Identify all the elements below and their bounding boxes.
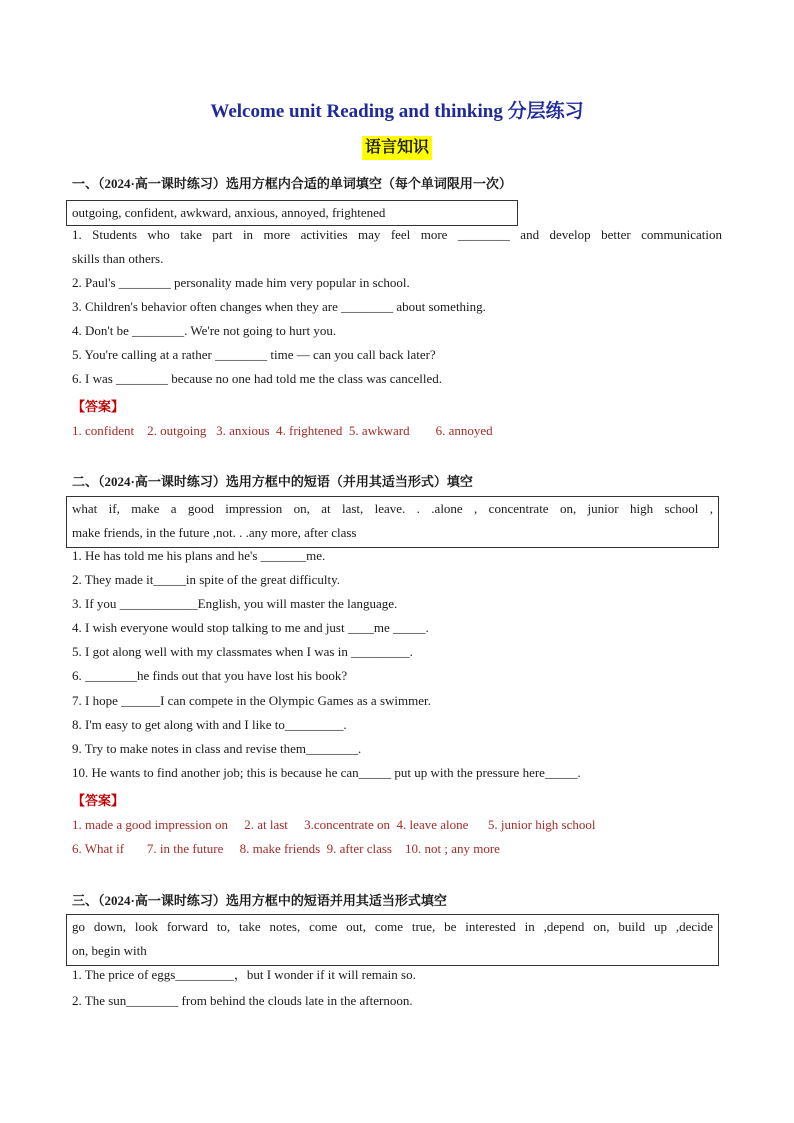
section-1-heading: 一、（2024·高一课时练习）选用方框内合适的单词填空（每个单词限用一次）	[72, 176, 512, 191]
s2-question-6: 6. ________he finds out that you have lost his book?	[72, 668, 348, 683]
s1-question-3: 3. Children's behavior often changes when they are ________ about something.	[72, 299, 486, 314]
s2-question-8: 8. I'm easy to get along with and I like to_________.	[72, 717, 347, 732]
s2-question-2: 2. They made it_____in spite of the great difficulty.	[72, 572, 341, 587]
s3-question-2: 2. The sun________ from behind the clouds late in the afternoon.	[72, 993, 413, 1008]
s3-question-1: 1. The price of eggs_________，but I wonder if it will remain so.	[72, 967, 416, 982]
s2-question-10: 10. He wants to find another job; this is because he can_____ put up with the pressure here_____.	[72, 765, 581, 780]
s2-question-4: 4. I wish everyone would stop talking to me and just ____me _____.	[72, 620, 429, 635]
section-1-word-box: outgoing, confident, awkward, anxious, annoyed, frightened	[66, 200, 518, 226]
s3-box-line-1: go down, look forward to, take notes, come out, come true, be interested in ,depend on, build up ,decide	[72, 919, 713, 934]
page-title: Welcome unit Reading and thinking 分层练习	[210, 101, 584, 122]
s2-answers-line-2: 6. What if 7. in the future 8. make friends 9. after class 10. not ; any more	[72, 841, 500, 856]
s2-box-line-1: what if, make a good impression on, at last, leave. . .alone , concentrate on, junior high school ,	[72, 501, 713, 516]
s2-question-7: 7. I hope ______I can compete in the Olympic Games as a swimmer.	[72, 693, 431, 708]
section-2-heading: 二、（2024·高一课时练习）选用方框中的短语（并用其适当形式）填空	[72, 474, 473, 489]
s1-question-1-cont: skills than others.	[72, 251, 164, 266]
s2-question-1: 1. He has told me his plans and he's _______me.	[72, 548, 326, 563]
s1-question-4: 4. Don't be ________. We're not going to hurt you.	[72, 323, 337, 338]
s1-question-6: 6. I was ________ because no one had told me the class was cancelled.	[72, 371, 443, 386]
s2-question-5: 5. I got along well with my classmates when I was in _________.	[72, 644, 413, 659]
s2-answer-tag: 【答案】	[72, 793, 125, 808]
s1-answer-tag: 【答案】	[72, 399, 125, 414]
section-3-phrase-box	[66, 914, 719, 966]
section-2-phrase-box	[66, 496, 719, 548]
s1-question-5: 5. You're calling at a rather ________ time — can you call back later?	[72, 347, 436, 362]
s1-question-1: 1. Students who take part in more activities may feel more ________ and develop better communication	[72, 227, 722, 242]
s1-question-2: 2. Paul's ________ personality made him very popular in school.	[72, 275, 410, 290]
s2-question-3: 3. If you ____________English, you will master the language.	[72, 596, 398, 611]
section-subtitle: 语言知识	[362, 136, 432, 160]
s1-answers: 1. confident 2. outgoing 3. anxious 4. frightened 5. awkward 6. annoyed	[72, 423, 493, 438]
section-3-heading: 三、（2024·高一课时练习）选用方框中的短语并用其适当形式填空	[72, 893, 447, 908]
s3-box-line-2: on, begin with	[72, 943, 147, 958]
s2-question-9: 9. Try to make notes in class and revise them________.	[72, 741, 362, 756]
s2-answers-line-1: 1. made a good impression on 2. at last 3.concentrate on 4. leave alone 5. junior high school	[72, 817, 596, 832]
s2-box-line-2: make friends, in the future ,not. . .any more, after class	[72, 525, 357, 540]
